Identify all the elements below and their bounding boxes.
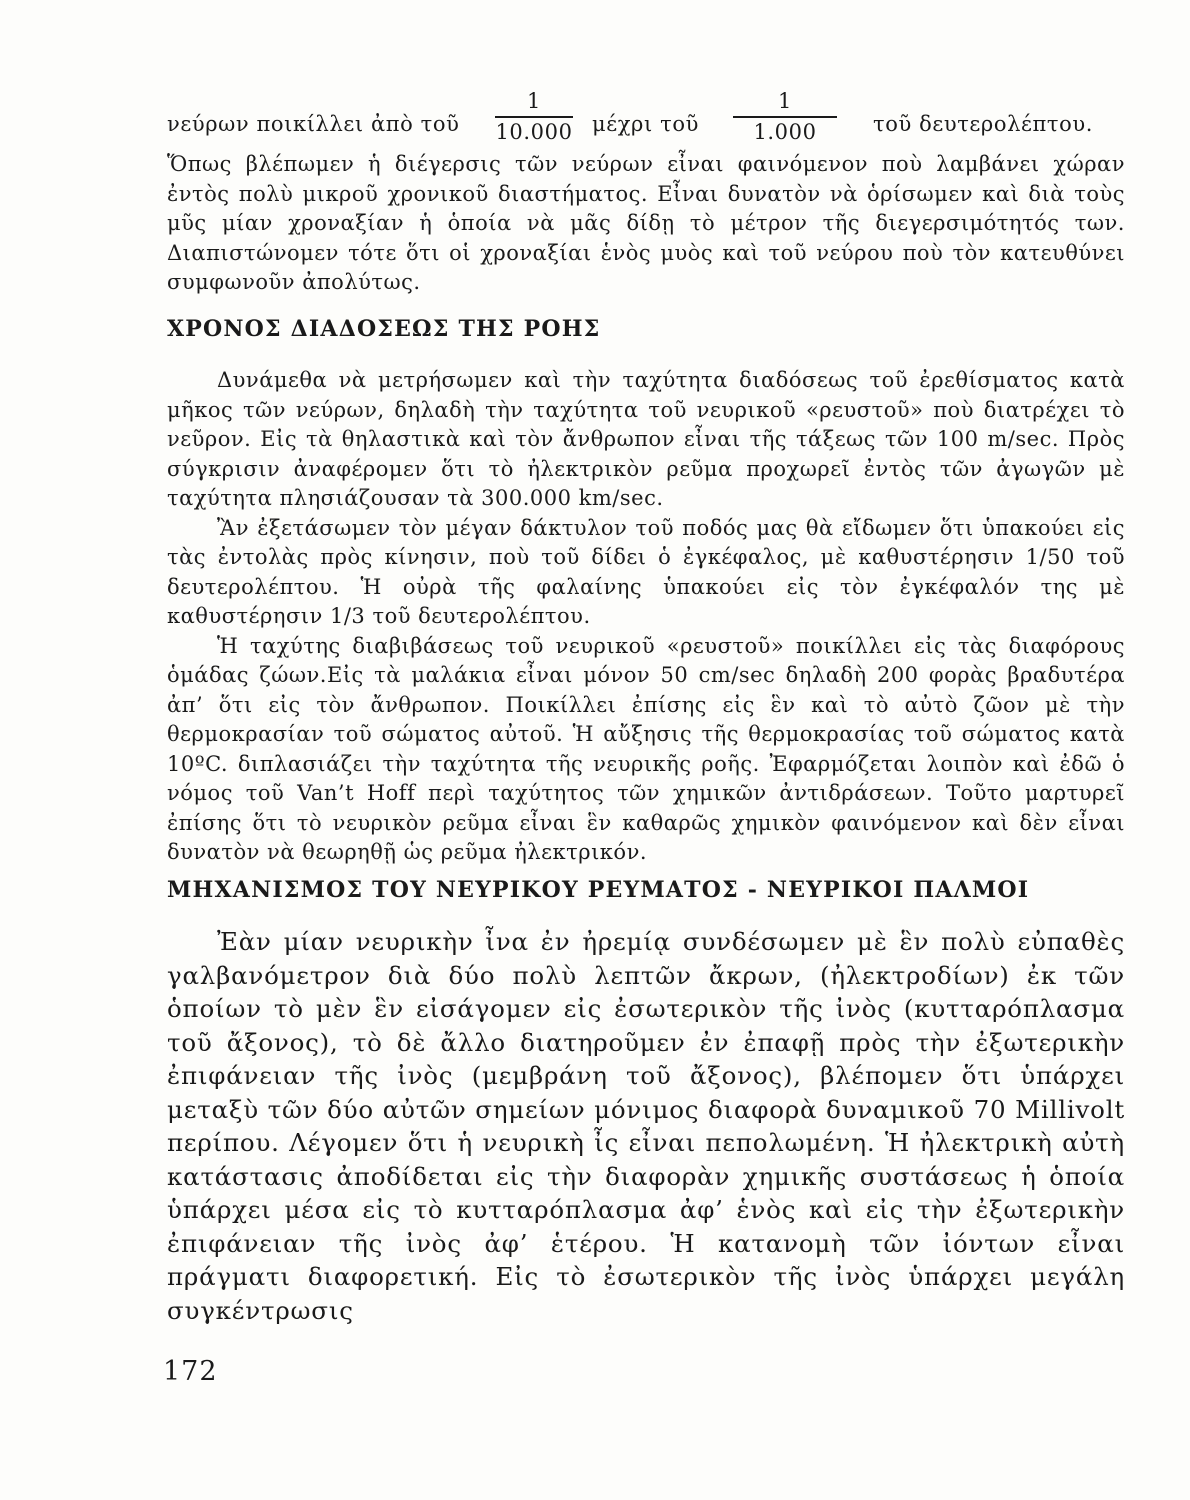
first-line-prefix: νεύρων ποικίλλει ἀπὸ τοῦ [167,112,460,136]
fraction-two-bar [733,116,837,118]
section-heading-mechanism: ΜΗΧΑΝΙΣΜΟΣ ΤΟΥ ΝΕΥΡΙΚΟΥ ΡΕΥΜΑΤΟΣ - ΝΕΥΡΙΚΟΙ ΠΑΛΜΟΙ [167,877,1030,903]
first-line [167,88,1127,148]
intro-paragraph: Ὅπως βλέπωμεν ἡ διέγερσις τῶν νεύρων εἶναι φαινόμενον ποὺ λαμβάνει χώραν ἐντὸς πολὺ μικροῦ χρονικοῦ διαστήματος. Εἶναι δυνατὸν νὰ ὁρίσωμεν καὶ διὰ τοὺς μῦς μίαν χροναξίαν ἡ ὁποία νὰ μᾶς δίδῃ τὸ μέτρον τῆς διεγερσιμότητός των. Διαπιστώνομεν τότε ὅτι οἱ χροναξίαι ἑνὸς μυὸς καὶ τοῦ νεύρου ποὺ τὸν κατευθύνει συμφωνοῦν ἀπολύτως. [167,152,1125,294]
fraction-one-numerator: 1 [527,89,541,113]
section-one-body [167,366,1125,868]
intro-paragraph-block [167,150,1125,298]
fraction-two [733,88,837,144]
paragraph-transmission-variation: Ἡ ταχύτης διαβιβάσεως τοῦ νευρικοῦ «ρευστοῦ» ποικίλλει εἰς τὰς διαφόρους ὁμάδας ζώων.Εἰς τὰ μαλάκια εἶναι μόνον 50 cm/sec δηλαδὴ 200 φορὰς βραδυτέρα ἀπ’ ὅτι εἰς τὸν ἄνθρωπον. Ποικίλλει ἐπίσης εἰς ἓν καὶ τὸ αὐτὸ ζῶον μὲ τὴν θερμοκρασίαν τοῦ σώματος αὐτοῦ. Ἡ αὔξησις τῆς θερμοκρασίας τοῦ σώματος κατὰ 10ºC. διπλασιάζει τὴν ταχύτητα τῆς νευρικῆς ροῆς. Ἐφαρμόζεται λοιπὸν καὶ ἐδῶ ὁ νόμος τοῦ Van’t Hoff περὶ ταχύτητος τῶν χημικῶν ἀντιδράσεων. Τοῦτο μαρτυρεῖ ἐπίσης ὅτι τὸ νευρικὸν ρεῦμα εἶναι ἓν καθαρῶς χημικὸν φαινόμενον καὶ δὲν εἶναι δυνατὸν νὰ θεωρηθῇ ὡς ρεῦμα ἠλεκτρικόν. [167,633,1125,864]
section-heading-propagation-time: ΧΡΟΝΟΣ ΔΙΑΔΟΣΕΩΣ ΤΗΣ ΡΟΗΣ [167,316,601,342]
fraction-one [495,88,573,144]
fraction-two-denominator: 1.000 [753,120,817,144]
fraction-one-denominator: 10.000 [495,120,573,144]
paragraph-galvanometer: Ἐὰν μίαν νευρικὴν ἶνα ἐν ἠρεμίᾳ συνδέσωμεν μὲ ἓν πολὺ εὐπαθὲς γαλβανόμετρον διὰ δύο πολὺ λεπτῶν ἄκρων, (ἠλεκτροδίων) ἐκ τῶν ὁποίων τὸ μὲν ἓν εἰσάγομεν εἰς ἐσωτερικὸν τῆς ἰνὸς (κυτταρόπλασμα τοῦ ἄξονος), τὸ δὲ ἄλλο διατηροῦμεν ἐν ἐπαφῇ πρὸς τὴν ἐξωτερικὴν ἐπιφάνειαν τῆς ἰνὸς (μεμβράνη τοῦ ἄξονος), βλέπομεν ὅτι ὑπάρχει μεταξὺ τῶν δύο αὐτῶν σημείων μόνιμος διαφορὰ δυναμικοῦ 70 Millivolt περίπου. Λέγομεν ὅτι ἡ νευρικὴ ἶς εἶναι πεπολωμένη. Ἡ ἠλεκτρικὴ αὐτὴ κατάστασις ἀποδίδεται εἰς τὴν διαφορὰν χημικῆς συστάσεως ἡ ὁποία ὑπάρχει μέσα εἰς τὸ κυτταρόπλασμα ἀφ’ ἑνὸς καὶ εἰς τὴν ἐξωτερικὴν ἐπιφάνειαν τῆς ἰνὸς ἀφ’ ἑτέρου. Ἡ κατανομὴ τῶν ἰόντων εἶναι πράγματι διαφορετική. Εἰς τὸ ἐσωτερικὸν τῆς ἰνὸς ὑπάρχει μεγάλη συγκέντρωσις [167,927,1125,1325]
page-number: 172 [163,1356,218,1387]
first-line-middle: μέχρι τοῦ [592,112,699,136]
section-two-body [167,925,1125,1327]
paragraph-toe-whale: Ἂν ἐξετάσωμεν τὸν μέγαν δάκτυλον τοῦ ποδός μας θὰ εἴδωμεν ὅτι ὑπακούει εἰς τὰς ἐντολὰς πρὸς κίνησιν, ποὺ τοῦ δίδει ὁ ἐγκέφαλος, μὲ καθυστέρησιν 1/50 τοῦ δευτερολέπτου. Ἡ οὐρὰ τῆς φαλαίνης ὑπακούει εἰς τὸν ἐγκέφαλόν της μὲ καθυστέρησιν 1/3 τοῦ δευτερολέπτου. [167,515,1125,628]
fraction-one-bar [495,116,573,118]
fraction-two-numerator: 1 [778,89,792,113]
first-line-suffix: τοῦ δευτερολέπτου. [873,112,1093,136]
paragraph-propagation-speed: Δυνάμεθα νὰ μετρήσωμεν καὶ τὴν ταχύτητα διαδόσεως τοῦ ἐρεθίσματος κατὰ μῆκος τῶν νεύρων, δηλαδὴ τὴν ταχύτητα τοῦ νευρικοῦ «ρευστοῦ» ποὺ διατρέχει τὸ νεῦρον. Εἰς τὰ θηλαστικὰ καὶ τὸν ἄνθρωπον εἶναι τῆς τάξεως τῶν 100 m/sec. Πρὸς σύγκρισιν ἀναφέρομεν ὅτι τὸ ἠλεκτρικὸν ρεῦμα προχωρεῖ ἐντὸς τῶν ἀγωγῶν μὲ ταχύτητα πλησιάζουσαν τὰ 300.000 km/sec. [167,368,1125,510]
